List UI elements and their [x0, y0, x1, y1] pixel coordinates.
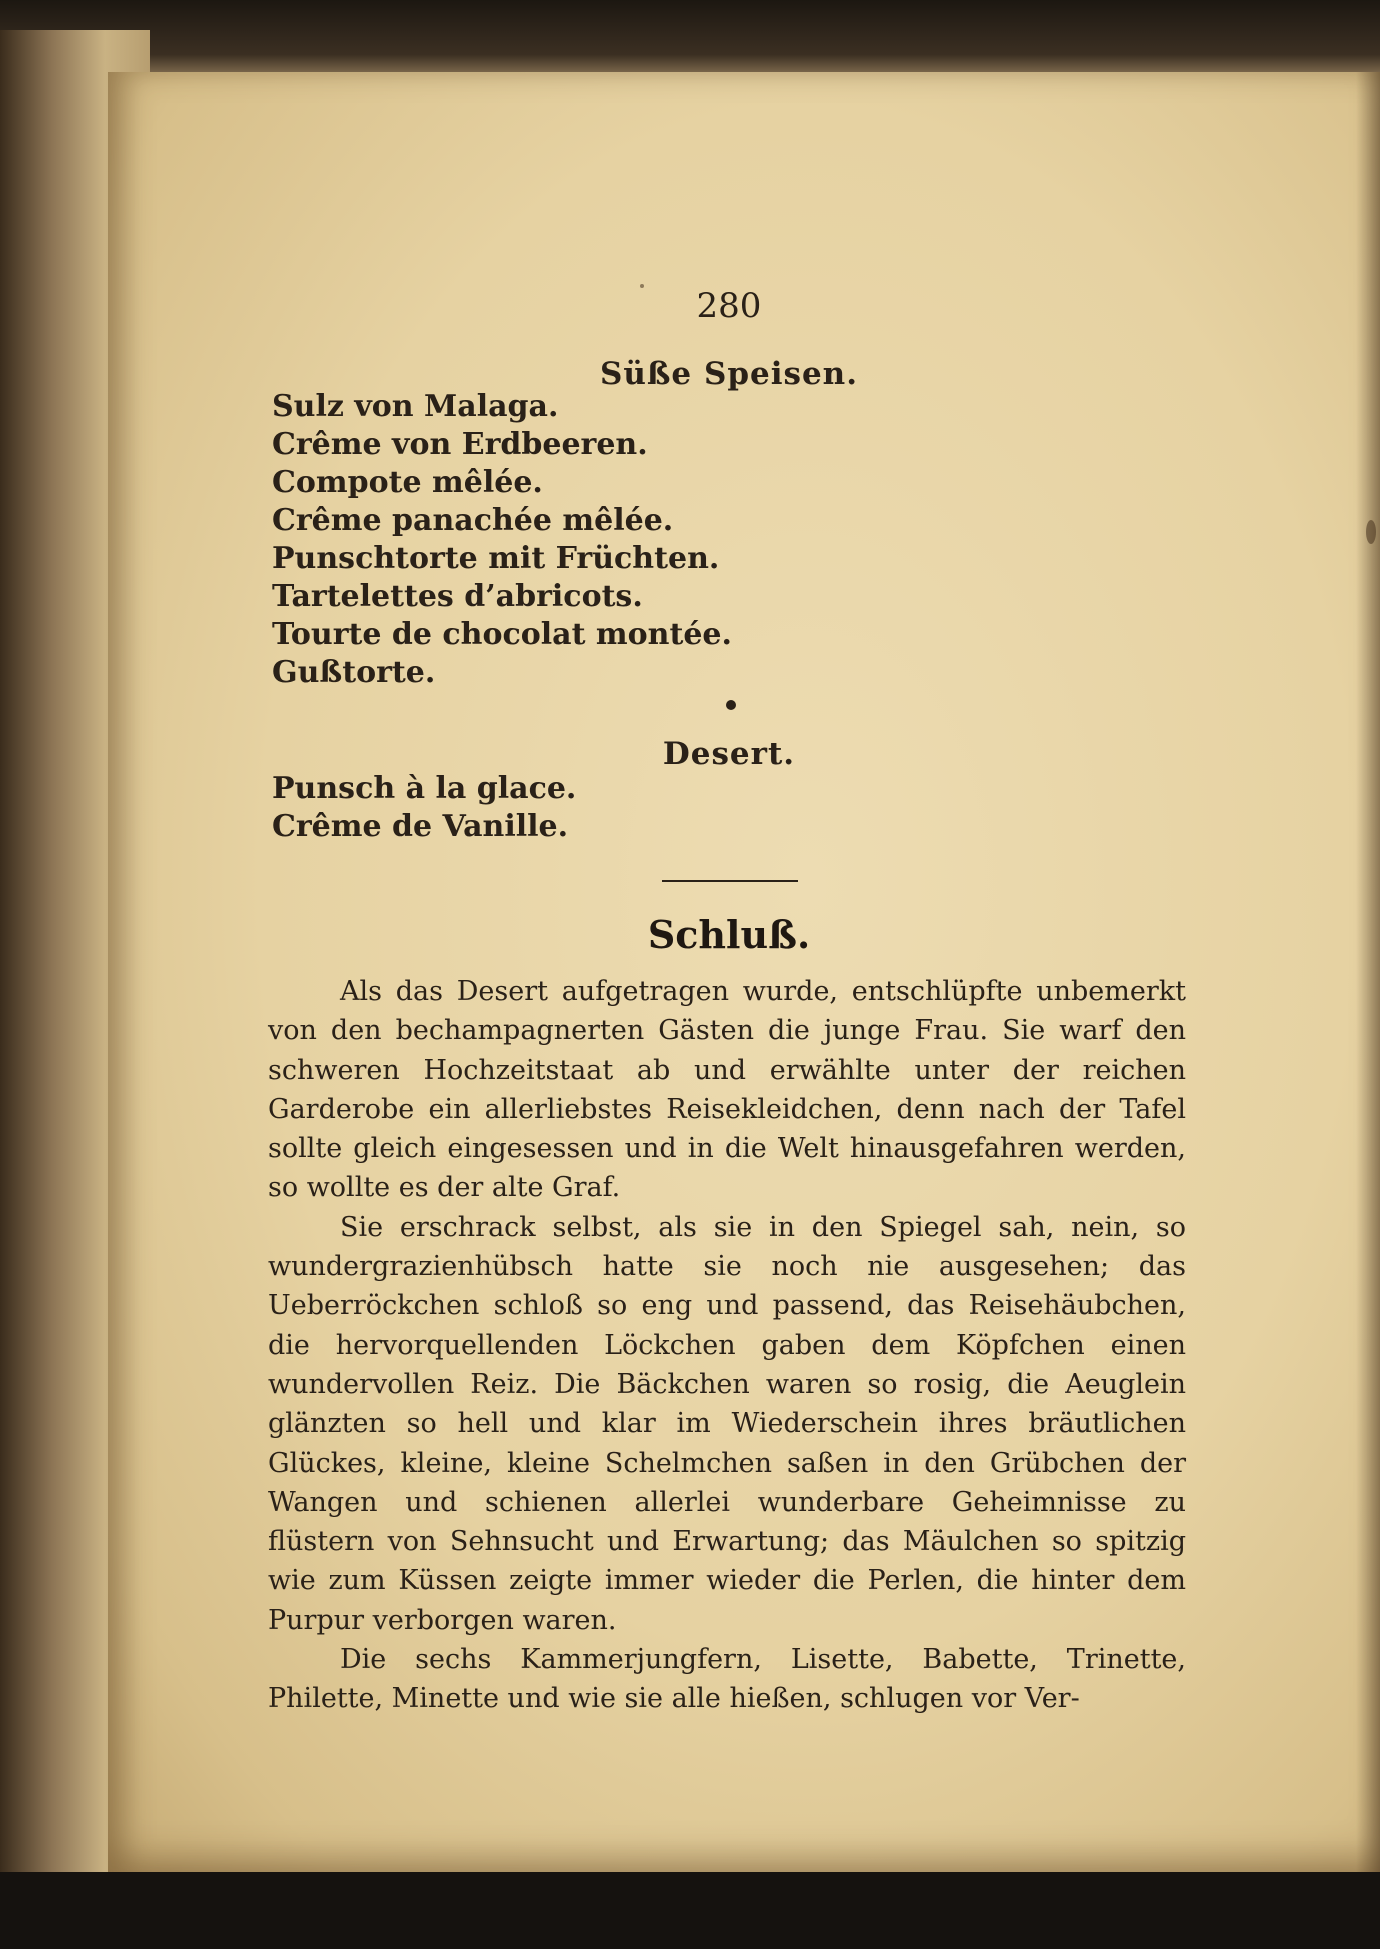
menu-item: Punschtorte mit Früchten. [272, 541, 720, 576]
paragraph: Sie erschrack selbst, als sie in den Spiegel sah, nein, so wundergrazienhübsch hatte sie noch nie ausgesehen; das Ueberröckchen schloß so eng und passend, das Reisehäubchen, die hervorquellenden Löckchen gaben dem Köpfchen einen wundervollen Reiz. Die Bäckchen waren so rosig, die Aeuglein glänzten so hell und klar im Wiederschein ihres bräutlichen Glückes, kleine, kleine Schelmchen saßen in den Grübchen der Wangen und schienen allerlei wunderbare Geheimnisse zu flüstern von Sehnsucht und Erwartung; das Mäulchen so spitzig wie zum Küssen zeigte immer wieder die Perlen, die hinter dem Purpur verborgen waren. [268, 1211, 1186, 1636]
sweets-heading: Süße Speisen. [599, 356, 859, 392]
menu-item: Tourte de chocolat montée. [272, 617, 732, 652]
sweets-menu-list [272, 388, 732, 692]
menu-item: Punsch à la glace. [272, 771, 577, 806]
menu-item: Tartelettes d’abricots. [272, 579, 643, 614]
section-divider [662, 880, 798, 882]
menu-item: Crême panachée mêlée. [272, 503, 674, 538]
menu-item: Gußtorte. [272, 655, 436, 690]
page-right-shadow [1356, 72, 1380, 1872]
chapter-body [268, 972, 1186, 1719]
page-damage-mark [1366, 520, 1376, 544]
ornament-dot [726, 700, 736, 710]
menu-item: Compote mêlée. [272, 465, 543, 500]
ink-speck [640, 284, 644, 288]
paragraph: Als das Desert aufgetragen wurde, entschlüpfte unbemerkt von den bechampagnerten Gästen die junge Frau. Sie warf den schweren Hochzeitstaat ab und erwählte unter der reichen Garderobe ein allerliebstes Reisekleidchen, denn nach der Tafel sollte gleich eingesessen und in die Welt hinausgefahren werden, so wollte es der alte Graf. [268, 976, 1186, 1204]
paragraph: Die sechs Kammerjungfern, Lisette, Babette, Trinette, Philette, Minette und wie sie alle hießen, schlugen vor Ver- [268, 1644, 1186, 1715]
menu-item: Sulz von Malaga. [272, 389, 559, 424]
chapter-title: Schluß. [647, 912, 811, 957]
page-number: 280 [696, 286, 762, 326]
book-top-edge [0, 0, 1380, 78]
menu-item: Crême de Vanille. [272, 809, 569, 844]
dessert-heading: Desert. [662, 736, 796, 772]
dessert-menu-list [272, 770, 576, 846]
book-bottom-shadow [0, 1872, 1380, 1949]
menu-item: Crême von Erdbeeren. [272, 427, 648, 462]
